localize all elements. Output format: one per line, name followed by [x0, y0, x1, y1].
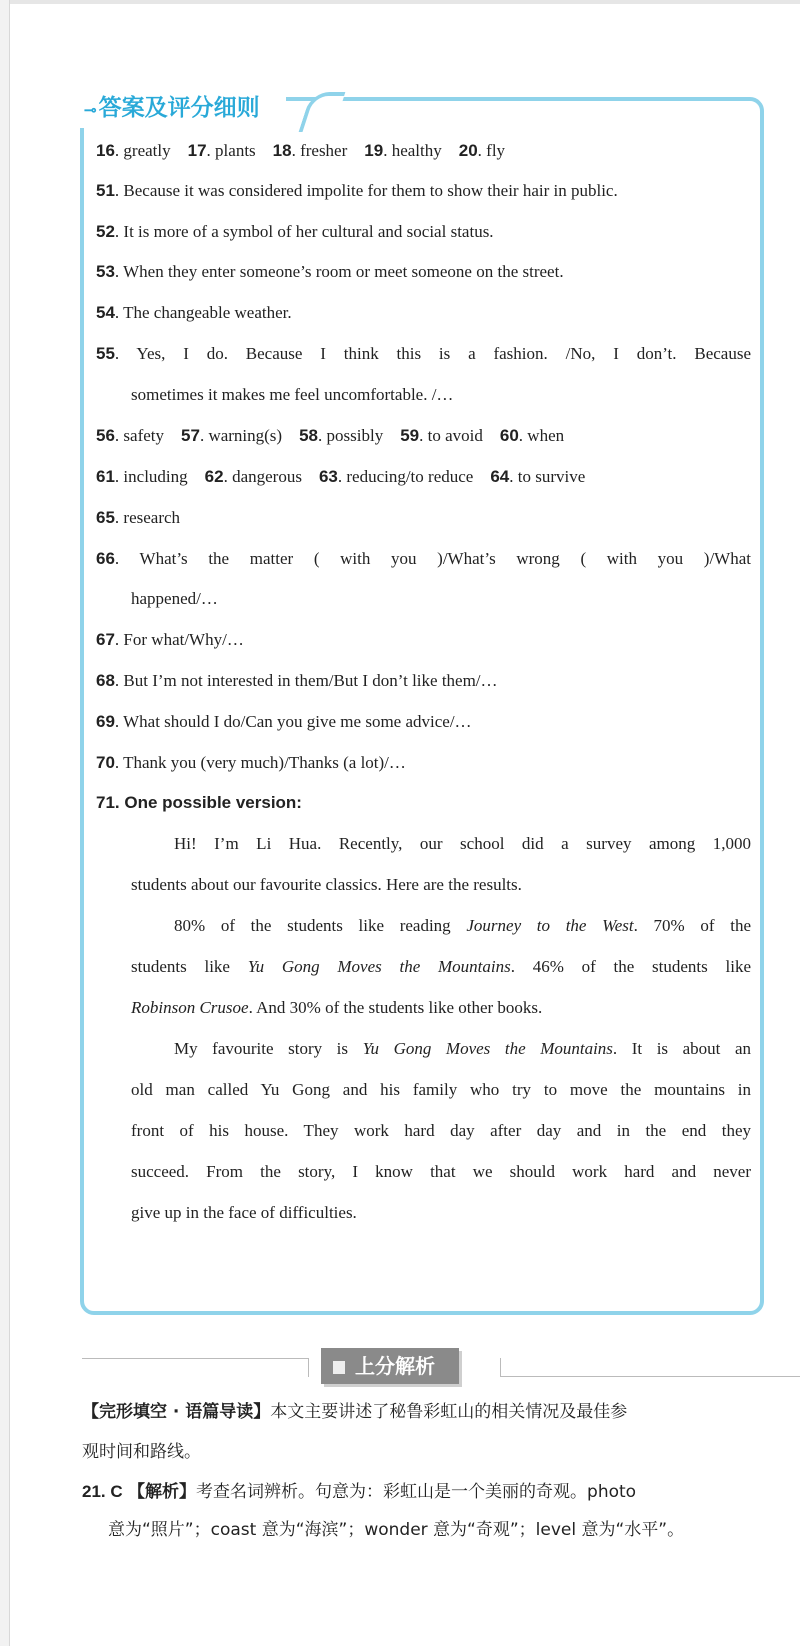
- answer-text: . fresher: [291, 141, 365, 160]
- answer-line: [96, 261, 751, 283]
- answer-line: [96, 548, 751, 570]
- item-number: 65: [96, 508, 115, 527]
- italic-title: Yu Gong Moves the Mountains: [247, 957, 511, 976]
- answer-text: . It is about an: [612, 1039, 751, 1058]
- item-number: 68: [96, 671, 115, 690]
- answer-text: . Because it was considered impolite for them to show their hair in public.: [114, 181, 618, 200]
- question-21-text: 考查名词辨析。句意为：彩虹山是一个美丽的奇观。photo: [196, 1482, 637, 1502]
- item-number: 59: [400, 426, 420, 445]
- answer-text: . greatly: [114, 141, 188, 160]
- italic-title: Journey to the West: [466, 916, 634, 935]
- item-number: 18: [272, 141, 292, 160]
- item-number: 58: [299, 426, 319, 445]
- question-21-tag: 【解析】: [128, 1482, 197, 1502]
- answer-line: [174, 833, 751, 855]
- answer-text: . when: [518, 426, 565, 445]
- item-number: 61: [96, 467, 115, 486]
- answer-text: Hi! I’m Li Hua. Recently, our school did a survey among 1,000: [174, 834, 751, 853]
- answer-line: [131, 874, 751, 896]
- item-number: 53: [96, 262, 115, 281]
- item-number: 51: [96, 181, 115, 200]
- question-21-text-2: 意为“照片”；coast 意为“海滨”；wonder 意为“奇观”；level 意为“水平”。: [108, 1520, 685, 1540]
- intro-paragraph-cont: [82, 1440, 201, 1464]
- item-number: 70: [96, 753, 115, 772]
- answer-text: . Thank you (very much)/Thanks (a lot)/…: [114, 753, 406, 772]
- answer-text: . 70% of the: [633, 916, 752, 935]
- item-number: 16: [96, 141, 115, 160]
- answer-line: [131, 956, 751, 978]
- answer-text: . fly: [477, 141, 506, 160]
- item-number: 69: [96, 712, 115, 731]
- answer-line: [96, 629, 751, 651]
- answer-line: [96, 792, 751, 814]
- key-icon: ⊸: [84, 101, 97, 119]
- answer-text: . research: [114, 508, 181, 527]
- answer-line: [96, 670, 751, 692]
- answer-line: [96, 752, 751, 774]
- item-number: 64: [490, 467, 510, 486]
- bold-heading: . One possible version:: [114, 793, 302, 812]
- answer-line: [131, 1120, 751, 1142]
- answer-line: [96, 180, 751, 202]
- answer-line: [131, 1202, 751, 1224]
- answer-text: front of his house. They work hard day after day and in the end they: [131, 1121, 751, 1140]
- answer-text: . And 30% of the students like other books.: [248, 998, 543, 1017]
- answer-text: . dangerous: [223, 467, 319, 486]
- section-heading-text: 上分解析: [355, 1354, 435, 1378]
- item-number: 63: [318, 467, 338, 486]
- answer-box-title: [78, 88, 286, 128]
- answer-line: [96, 466, 751, 488]
- answer-text: . For what/Why/…: [114, 630, 244, 649]
- answer-text: . to survive: [509, 467, 586, 486]
- answer-line: [174, 1038, 751, 1060]
- answer-text: . including: [114, 467, 205, 486]
- answer-line: [96, 221, 751, 243]
- answer-line: [96, 140, 751, 162]
- answer-line: [96, 302, 751, 324]
- answer-line: [131, 997, 751, 1019]
- answer-text: . What should I do/Can you give me some advice/…: [114, 712, 472, 731]
- answer-text: . reducing/to reduce: [337, 467, 491, 486]
- item-number: 67: [96, 630, 115, 649]
- answer-line: [96, 425, 751, 447]
- item-number: 17: [187, 141, 207, 160]
- answer-text: . plants: [206, 141, 273, 160]
- item-number: 52: [96, 222, 115, 241]
- page-top-edge: [0, 0, 800, 4]
- intro-paragraph: [82, 1400, 627, 1424]
- answer-text: . What’s the matter ( with you )/What’s wrong ( with you )/What: [114, 549, 751, 568]
- book-icon: [333, 1361, 345, 1374]
- answer-text: . possibly: [318, 426, 401, 445]
- answer-line: [96, 343, 751, 365]
- item-number: 66: [96, 549, 115, 568]
- answer-text: . The changeable weather.: [114, 303, 292, 322]
- answer-text: students about our favourite classics. Here are the results.: [131, 875, 522, 894]
- item-number: 19: [364, 141, 384, 160]
- answer-text: . But I’m not interested in them/But I don’t like them/…: [114, 671, 498, 690]
- question-21-cont: [108, 1518, 684, 1542]
- answer-text: sometimes it makes me feel uncomfortable. /…: [131, 385, 454, 404]
- item-number: 20: [458, 141, 478, 160]
- answer-line: [96, 507, 751, 529]
- item-number: 57: [181, 426, 200, 445]
- answer-text: old man called Yu Gong and his family who try to move the mountains in: [131, 1080, 751, 1099]
- section-heading: [321, 1348, 459, 1384]
- answer-text: happened/…: [131, 589, 218, 608]
- intro-text-2: 观时间和路线。: [82, 1442, 201, 1462]
- answer-box-title-text: 答案及评分细则: [98, 94, 260, 121]
- answer-line: [174, 915, 751, 937]
- answer-line: [131, 588, 751, 610]
- italic-title: Robinson Crusoe: [131, 998, 249, 1017]
- answer-text: 80% of the students like reading: [174, 916, 467, 935]
- divider-right: [500, 1358, 800, 1377]
- answer-text: My favourite story is: [174, 1039, 363, 1058]
- italic-title: Yu Gong Moves the Mountains: [362, 1039, 613, 1058]
- item-number: 71: [96, 793, 115, 812]
- intro-text: 本文主要讲述了秘鲁彩虹山的相关情况及最佳参: [270, 1402, 628, 1422]
- page-left-edge: [0, 0, 10, 1646]
- answer-text: . to avoid: [419, 426, 500, 445]
- item-number: 56: [96, 426, 115, 445]
- answer-line: [131, 384, 751, 406]
- answer-text: . safety: [114, 426, 182, 445]
- answer-text: . It is more of a symbol of her cultural and social status.: [114, 222, 494, 241]
- answer-text: . 46% of the students like: [510, 957, 752, 976]
- item-number: 55: [96, 344, 115, 363]
- answer-line: [96, 711, 751, 733]
- answer-text: . warning(s): [199, 426, 300, 445]
- answer-text: . Yes, I do. Because I think this is a fashion. /No, I don’t. Because: [114, 344, 751, 363]
- answer-line: [131, 1079, 751, 1101]
- answer-text: succeed. From the story, I know that we should work hard and never: [131, 1162, 751, 1181]
- question-21-number: 21. C: [82, 1482, 123, 1501]
- item-number: 62: [204, 467, 224, 486]
- answer-text: . healthy: [383, 141, 459, 160]
- intro-tag: 【完形填空 · 语篇导读】: [82, 1402, 271, 1422]
- answer-line: [131, 1161, 751, 1183]
- answer-text: students like: [131, 957, 248, 976]
- divider-left: [82, 1358, 309, 1377]
- answer-text: give up in the face of difficulties.: [131, 1203, 357, 1222]
- question-21: [82, 1480, 636, 1504]
- item-number: 60: [499, 426, 519, 445]
- answer-text: . When they enter someone’s room or meet someone on the street.: [114, 262, 564, 281]
- item-number: 54: [96, 303, 115, 322]
